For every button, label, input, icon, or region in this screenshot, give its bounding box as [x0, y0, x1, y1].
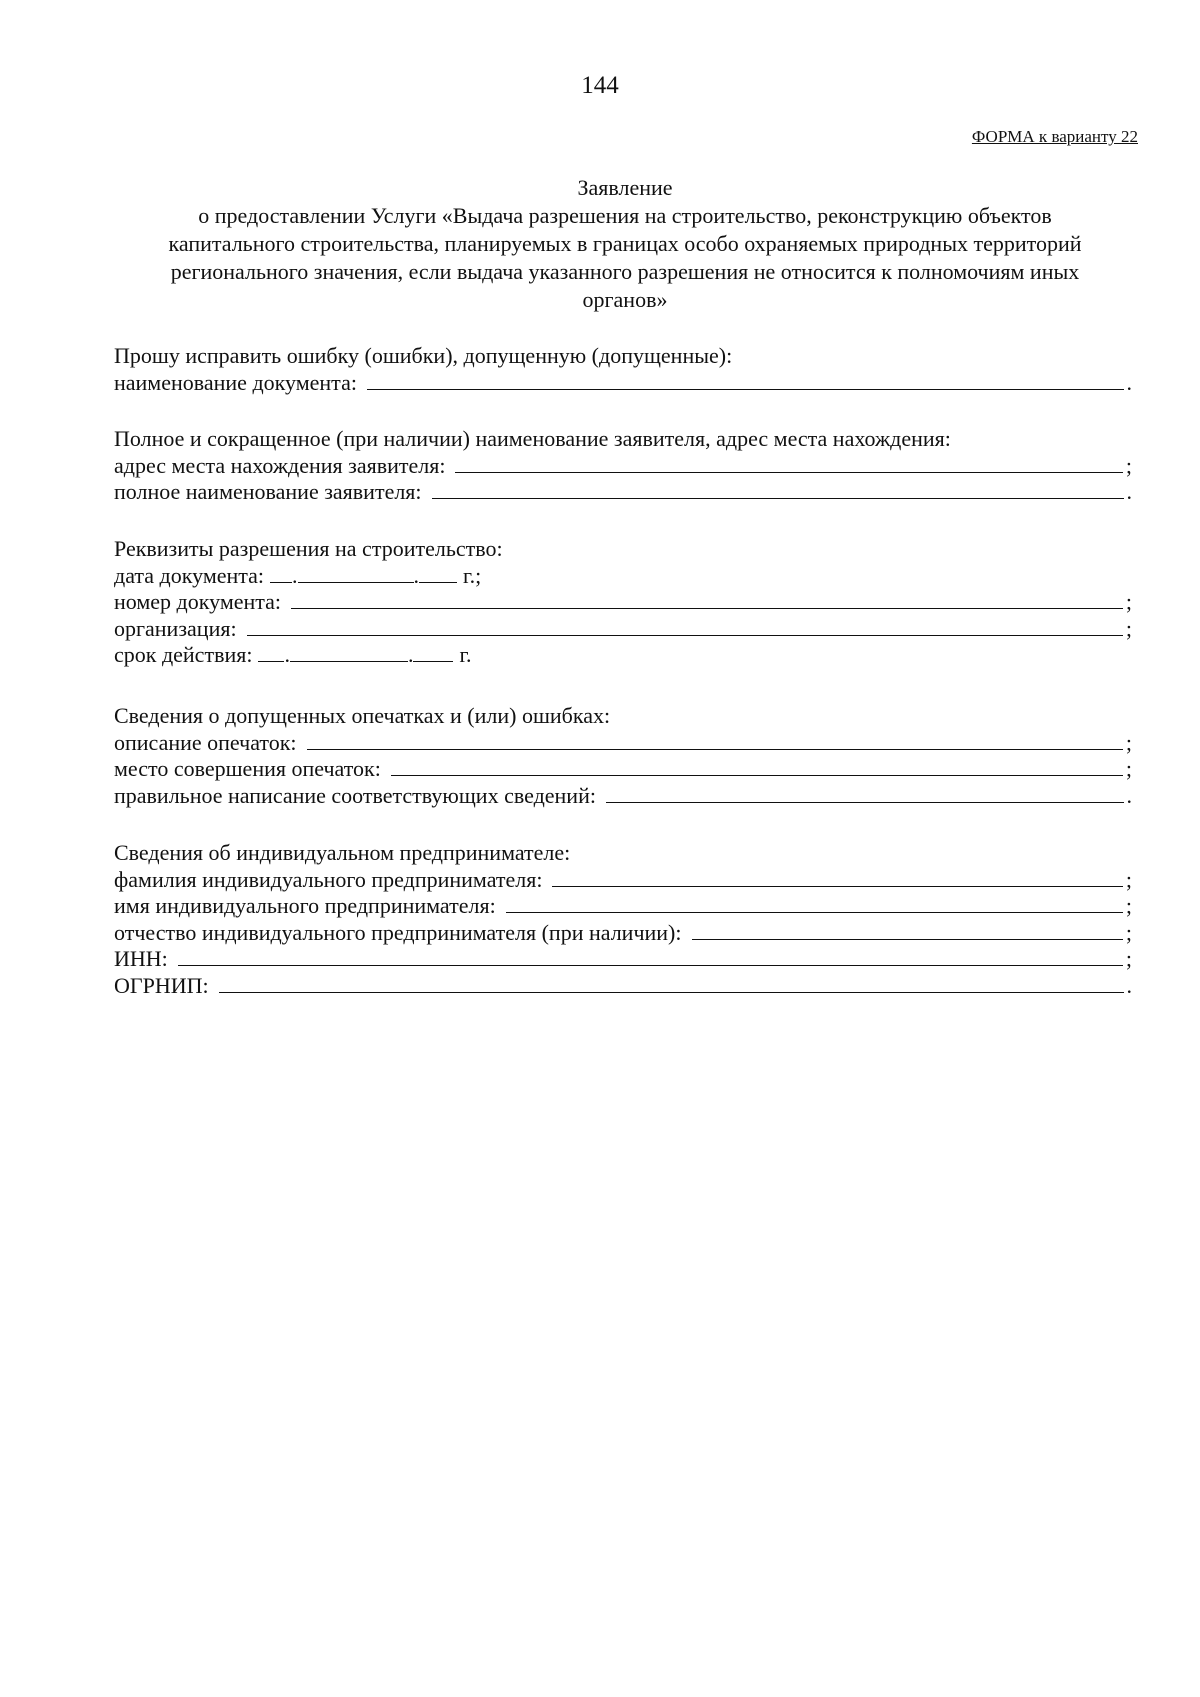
- field-row-ogrnip: [114, 973, 1132, 1000]
- field-row-correct-spelling: [114, 783, 1132, 810]
- patronymic-label: отчество индивидуального предпринимателя (при наличии):: [114, 919, 682, 945]
- section-heading: [114, 536, 1132, 563]
- line-end-mark: ;: [1125, 452, 1132, 478]
- line-end-mark: .: [1126, 972, 1132, 998]
- inn-label: ИНН:: [114, 946, 168, 971]
- title-line: регионального значения, если выдача указанного разрешения не относится к полномочиям иных: [170, 259, 1080, 284]
- typo-place-label: место совершения опечаток:: [114, 756, 381, 781]
- date-separator: .: [284, 642, 290, 667]
- date-separator: .: [413, 562, 420, 588]
- field-row-applicant-address: [114, 453, 1132, 480]
- document-name-label: наименование документа:: [114, 369, 357, 395]
- section-applicant-heading: Полное и сокращенное (при наличии) наименование заявителя, адрес места нахождения:: [114, 426, 951, 451]
- surname-field[interactable]: [552, 867, 1122, 887]
- document-name-field[interactable]: [367, 370, 1124, 390]
- form-variant-label: ФОРМА к варианту 22: [971, 127, 1138, 146]
- section-entrepreneur: [114, 840, 1132, 999]
- document-date-label: дата документа:: [114, 562, 265, 588]
- typo-description-label: описание опечаток:: [114, 729, 297, 755]
- field-row-document-number: [114, 589, 1132, 616]
- section-typos-heading: Сведения о допущенных опечатках и (или) ошибках:: [114, 703, 611, 728]
- section-typos: [114, 703, 1132, 809]
- applicant-address-label: адрес места нахождения заявителя:: [114, 452, 446, 478]
- line-end-mark: ;: [1125, 615, 1132, 641]
- ogrnip-label: ОГРНИП:: [114, 972, 209, 998]
- line-end-mark: .: [1126, 479, 1132, 504]
- line-end-mark: ;: [1125, 729, 1132, 755]
- date-suffix: г.;: [463, 562, 482, 588]
- section-permit: [114, 536, 1132, 669]
- section-heading: [114, 343, 1132, 370]
- field-row-organization: [114, 616, 1132, 643]
- document-number-label: номер документа:: [114, 589, 282, 614]
- section-error-heading: Прошу исправить ошибку (ошибки), допущенную (допущенные):: [114, 343, 733, 368]
- correct-spelling-label: правильное написание соответствующих сведений:: [114, 782, 596, 808]
- field-row-patronymic: [114, 920, 1132, 947]
- ogrnip-field[interactable]: [219, 973, 1124, 993]
- typo-place-field[interactable]: [391, 756, 1123, 776]
- inn-field[interactable]: [178, 946, 1123, 966]
- field-row-document-date: [114, 563, 1132, 590]
- title-line: органов»: [582, 287, 668, 312]
- field-row-document-name: [114, 370, 1132, 397]
- section-applicant: [114, 426, 1132, 506]
- document-number-field[interactable]: [291, 589, 1123, 609]
- applicant-fullname-label: полное наименование заявителя:: [114, 479, 422, 504]
- applicant-address-field[interactable]: [455, 453, 1122, 473]
- field-row-inn: [114, 946, 1132, 973]
- typo-description-field[interactable]: [307, 730, 1123, 750]
- section-permit-heading: Реквизиты разрешения на строительство:: [114, 536, 503, 561]
- line-end-mark: ;: [1125, 946, 1132, 971]
- date-day-field[interactable]: [270, 563, 292, 583]
- date-suffix: г.: [459, 642, 472, 667]
- date-month-field[interactable]: [298, 563, 414, 583]
- validity-label: срок действия:: [114, 642, 253, 667]
- field-row-typo-description: [114, 730, 1132, 757]
- field-row-validity: [114, 642, 1132, 669]
- section-heading: [114, 703, 1132, 730]
- title-line: капитального строительства, планируемых в границах особо охраняемых природных территорий: [168, 231, 1082, 256]
- field-row-typo-place: [114, 756, 1132, 783]
- patronymic-field[interactable]: [692, 920, 1123, 940]
- section-error: [114, 343, 1132, 396]
- line-end-mark: ;: [1125, 866, 1132, 892]
- title-heading: Заявление: [577, 175, 673, 200]
- field-row-applicant-fullname: [114, 479, 1132, 506]
- surname-label: фамилия индивидуального предпринимателя:: [114, 866, 543, 892]
- date-separator: .: [292, 562, 298, 588]
- line-end-mark: ;: [1125, 919, 1132, 945]
- validity-month-field[interactable]: [290, 642, 408, 662]
- line-end-mark: .: [1126, 369, 1132, 395]
- line-end-mark: ;: [1125, 893, 1132, 918]
- applicant-fullname-field[interactable]: [432, 479, 1124, 499]
- name-field[interactable]: [506, 893, 1123, 913]
- section-entrepreneur-heading: Сведения об индивидуальном предпринимателе:: [114, 840, 571, 865]
- validity-day-field[interactable]: [258, 642, 284, 662]
- line-end-mark: .: [1126, 782, 1132, 808]
- section-heading: [114, 426, 1132, 453]
- document-title: [110, 174, 1140, 314]
- title-line: о предоставлении Услуги «Выдача разрешения на строительство, реконструкцию объектов: [198, 203, 1052, 228]
- correct-spelling-field[interactable]: [606, 783, 1124, 803]
- date-year-field[interactable]: [419, 563, 457, 583]
- section-heading: [114, 840, 1132, 867]
- organization-field[interactable]: [247, 616, 1123, 636]
- validity-year-field[interactable]: [413, 642, 453, 662]
- field-row-name: [114, 893, 1132, 920]
- organization-label: организация:: [114, 615, 237, 641]
- date-separator: .: [407, 642, 414, 667]
- name-label: имя индивидуального предпринимателя:: [114, 893, 496, 918]
- line-end-mark: ;: [1125, 589, 1132, 614]
- line-end-mark: ;: [1125, 756, 1132, 781]
- page-number: 144: [581, 72, 619, 99]
- field-row-surname: [114, 867, 1132, 894]
